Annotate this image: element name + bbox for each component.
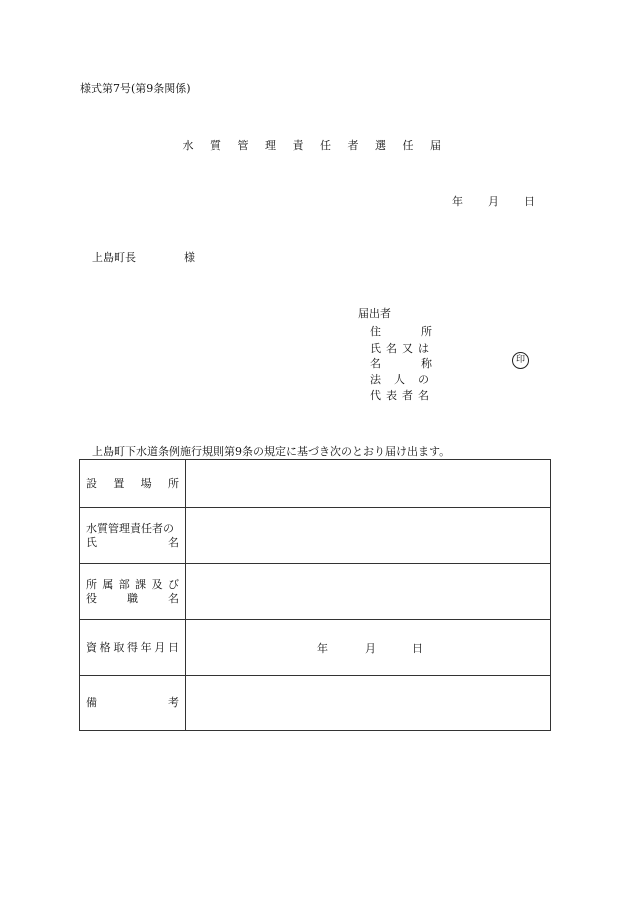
- seal-mark-icon: 印: [512, 352, 529, 369]
- name-label-char: 名: [370, 357, 381, 370]
- applicant-label: 届出者: [358, 307, 391, 320]
- form-number: 様式第7号(第9条関係): [80, 82, 191, 95]
- label-cell: [80, 564, 186, 620]
- name-label-char: 氏: [370, 342, 381, 355]
- table-row-remarks: [80, 676, 551, 731]
- label-char: 所: [167, 476, 179, 490]
- label-line: 水質管理責任者の: [86, 521, 174, 535]
- label-char: 及: [151, 577, 163, 591]
- label-cell: [80, 508, 186, 564]
- installation-location-field[interactable]: [186, 460, 551, 508]
- rep-label-char: 法: [370, 373, 381, 386]
- label-cell: [80, 460, 186, 508]
- form-table: [79, 459, 551, 731]
- rep-label-char: 人: [394, 373, 405, 386]
- label-char: 資: [86, 640, 97, 654]
- label-char: 取: [113, 640, 125, 654]
- label-char: 属: [102, 577, 114, 591]
- name-label-char: 又: [402, 342, 413, 355]
- statement-text: 上島町下水道条例施行規則第9条の規定に基づき次のとおり届け出ます。: [92, 445, 451, 458]
- label-char: 氏: [86, 535, 97, 549]
- label-char: 考: [168, 696, 179, 709]
- label-char: 名: [168, 591, 179, 605]
- label-char: 職: [127, 591, 138, 605]
- label-char: 置: [113, 476, 125, 490]
- address-label-char: 住: [370, 325, 381, 338]
- label-cell: [80, 676, 186, 731]
- qualification-date-field[interactable]: [186, 620, 551, 676]
- qualification-year-label: 年: [317, 641, 328, 655]
- label-char: 格: [99, 640, 111, 654]
- qualification-month-label: 月: [365, 641, 376, 655]
- label-char: 年: [140, 640, 152, 654]
- label-char: 日: [167, 640, 179, 654]
- qualification-day-label: 日: [412, 641, 423, 655]
- remarks-field[interactable]: [186, 676, 551, 731]
- date-year-label: 年: [452, 195, 463, 208]
- table-row-manager-name: [80, 508, 551, 564]
- name-label-char: は: [418, 342, 429, 355]
- label-char: 備: [86, 696, 97, 709]
- addressee-name: 上島町長: [92, 251, 136, 264]
- table-row-qualification-date: [80, 620, 551, 676]
- label-char: 場: [140, 476, 152, 490]
- label-char: 役: [86, 591, 97, 605]
- rep-label-char: 表: [386, 389, 397, 402]
- name-label-char: 称: [421, 357, 432, 370]
- addressee-suffix: 様: [184, 251, 195, 264]
- rep-label-char: 代: [370, 389, 381, 402]
- label-char: び: [167, 577, 179, 591]
- label-char: 所: [86, 577, 97, 591]
- name-label-char: 名: [386, 342, 397, 355]
- date-day-label: 日: [524, 195, 535, 208]
- label-char: 月: [154, 640, 166, 654]
- label-char: 部: [118, 577, 130, 591]
- label-char: 得: [126, 640, 138, 654]
- date-month-label: 月: [488, 195, 499, 208]
- label-char: 課: [135, 577, 147, 591]
- table-row-installation-location: [80, 460, 551, 508]
- document-title: [0, 137, 630, 153]
- address-label-char: 所: [421, 325, 432, 338]
- table-row-department-title: [80, 564, 551, 620]
- manager-name-field[interactable]: [186, 508, 551, 564]
- label-char: 名: [168, 535, 179, 549]
- label-cell: [80, 620, 186, 676]
- rep-label-char: の: [418, 373, 429, 386]
- title-text: 水 質 管 理 責 任 者 選 任 届: [182, 139, 448, 152]
- rep-label-char: 者: [402, 389, 413, 402]
- department-title-field[interactable]: [186, 564, 551, 620]
- label-char: 設: [86, 476, 97, 490]
- rep-label-char: 名: [418, 389, 429, 402]
